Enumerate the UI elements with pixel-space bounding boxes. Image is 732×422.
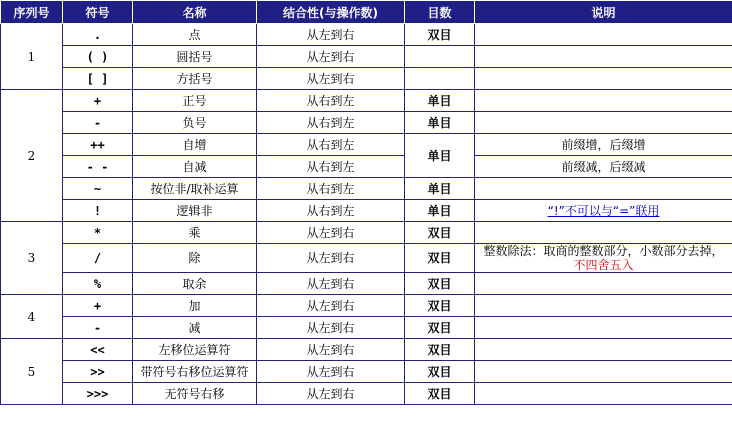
- operator-name: 减: [133, 317, 257, 339]
- operator-arity: 双目: [405, 361, 475, 383]
- operator-associativity: 从右到左: [257, 134, 405, 156]
- operator-symbol: >>>: [63, 383, 133, 405]
- operator-arity: 双目: [405, 222, 475, 244]
- table-row: [1, 339, 732, 361]
- operator-note: [475, 383, 732, 405]
- operator-arity: 单目: [405, 178, 475, 200]
- operator-arity: 单目: [405, 200, 475, 222]
- operator-associativity: 从左到右: [257, 361, 405, 383]
- operator-name: 除: [133, 244, 257, 273]
- operator-associativity: 从右到左: [257, 156, 405, 178]
- operator-associativity: 从左到右: [257, 222, 405, 244]
- operator-name: 点: [133, 24, 257, 46]
- operator-name: 负号: [133, 112, 257, 134]
- operator-symbol: -: [63, 112, 133, 134]
- group-index: 1: [1, 24, 63, 90]
- operator-name: 自增: [133, 134, 257, 156]
- operator-note: [475, 222, 732, 244]
- operator-arity: 双目: [405, 339, 475, 361]
- operator-note: [475, 339, 732, 361]
- operator-associativity: 从左到右: [257, 244, 405, 273]
- operator-name: 左移位运算符: [133, 339, 257, 361]
- operator-note: [475, 178, 732, 200]
- operator-associativity: 从左到右: [257, 273, 405, 295]
- operator-symbol: ++: [63, 134, 133, 156]
- header-description: 说明: [475, 1, 732, 24]
- operator-note: [475, 295, 732, 317]
- header-arity: 目数: [405, 1, 475, 24]
- operator-associativity: 从右到左: [257, 112, 405, 134]
- operator-symbol: ~: [63, 178, 133, 200]
- operator-symbol: [ ]: [63, 68, 133, 90]
- operator-associativity: 从右到左: [257, 200, 405, 222]
- operator-associativity: 从左到右: [257, 383, 405, 405]
- table-row: [1, 383, 732, 405]
- table-row: [1, 24, 732, 46]
- operator-note: [475, 24, 732, 46]
- operator-associativity: 从左到右: [257, 46, 405, 68]
- operator-arity: 双目: [405, 244, 475, 273]
- operator-symbol: +: [63, 90, 133, 112]
- operator-note: [475, 90, 732, 112]
- operator-name: 自减: [133, 156, 257, 178]
- operator-note: [475, 112, 732, 134]
- operator-symbol: /: [63, 244, 133, 273]
- table-row: [1, 46, 732, 68]
- operator-arity: 双目: [405, 295, 475, 317]
- operator-arity: 双目: [405, 383, 475, 405]
- operator-symbol: +: [63, 295, 133, 317]
- operator-symbol: *: [63, 222, 133, 244]
- operator-associativity: 从右到左: [257, 90, 405, 112]
- operator-note: [475, 317, 732, 339]
- operator-symbol: .: [63, 24, 133, 46]
- header-index: 序列号: [1, 1, 63, 24]
- operator-arity: 单目: [405, 112, 475, 134]
- operator-arity: [405, 46, 475, 68]
- header-name: 名称: [133, 1, 257, 24]
- table-row: [1, 244, 732, 273]
- operator-note-cell: [475, 200, 732, 222]
- operator-arity: 双目: [405, 273, 475, 295]
- logical-not-note-link[interactable]: “!”不可以与“=”联用: [547, 203, 660, 218]
- table-row: [1, 200, 732, 222]
- operator-name: 圆括号: [133, 46, 257, 68]
- operator-arity: 单目: [405, 90, 475, 112]
- operator-name: 按位非/取补运算: [133, 178, 257, 200]
- group-index: 5: [1, 339, 63, 405]
- no-rounding-note: 不四舍五入: [573, 258, 634, 272]
- operator-associativity: 从左到右: [257, 317, 405, 339]
- operator-name: 乘: [133, 222, 257, 244]
- operator-arity: 单目: [405, 134, 475, 178]
- operator-symbol: >>: [63, 361, 133, 383]
- operator-symbol: - -: [63, 156, 133, 178]
- group-index: 3: [1, 222, 63, 295]
- group-index: 2: [1, 90, 63, 222]
- header-symbol: 符号: [63, 1, 133, 24]
- table-row: [1, 361, 732, 383]
- table-row: [1, 178, 732, 200]
- integer-division-note: [475, 244, 732, 273]
- operator-symbol: <<: [63, 339, 133, 361]
- operator-symbol: !: [63, 200, 133, 222]
- operator-associativity: 从左到右: [257, 339, 405, 361]
- operator-arity: 双目: [405, 317, 475, 339]
- operator-name: 逻辑非: [133, 200, 257, 222]
- table-row: [1, 317, 732, 339]
- operator-associativity: 从左到右: [257, 68, 405, 90]
- operator-name: 取余: [133, 273, 257, 295]
- table-row: [1, 222, 732, 244]
- operator-name: 加: [133, 295, 257, 317]
- operator-arity: 双目: [405, 24, 475, 46]
- group-index: 4: [1, 295, 63, 339]
- table-row: [1, 134, 732, 156]
- operator-note: [475, 361, 732, 383]
- operator-note: 前缀减，后缀减: [475, 156, 732, 178]
- operator-note: [475, 46, 732, 68]
- operator-associativity: 从左到右: [257, 295, 405, 317]
- operator-arity: [405, 68, 475, 90]
- table-row: [1, 156, 732, 178]
- operator-symbol: -: [63, 317, 133, 339]
- operator-name: 方括号: [133, 68, 257, 90]
- operator-note: [475, 68, 732, 90]
- table-row: [1, 90, 732, 112]
- operator-associativity: 从右到左: [257, 178, 405, 200]
- operator-symbol: %: [63, 273, 133, 295]
- operator-associativity: 从左到右: [257, 24, 405, 46]
- operator-symbol: ( ): [63, 46, 133, 68]
- table-row: [1, 273, 732, 295]
- operator-name: 正号: [133, 90, 257, 112]
- operator-name: 无符号右移: [133, 383, 257, 405]
- table-row: [1, 295, 732, 317]
- header-row: [1, 1, 732, 24]
- integer-division-note-text: 整数除法：取商的整数部分，小数部分去掉，: [483, 244, 724, 258]
- operator-name: 带符号右移位运算符: [133, 361, 257, 383]
- table-row: [1, 68, 732, 90]
- operator-note: 前缀增，后缀增: [475, 134, 732, 156]
- table-row: [1, 112, 732, 134]
- header-associativity: 结合性(与操作数): [257, 1, 405, 24]
- operator-note: [475, 273, 732, 295]
